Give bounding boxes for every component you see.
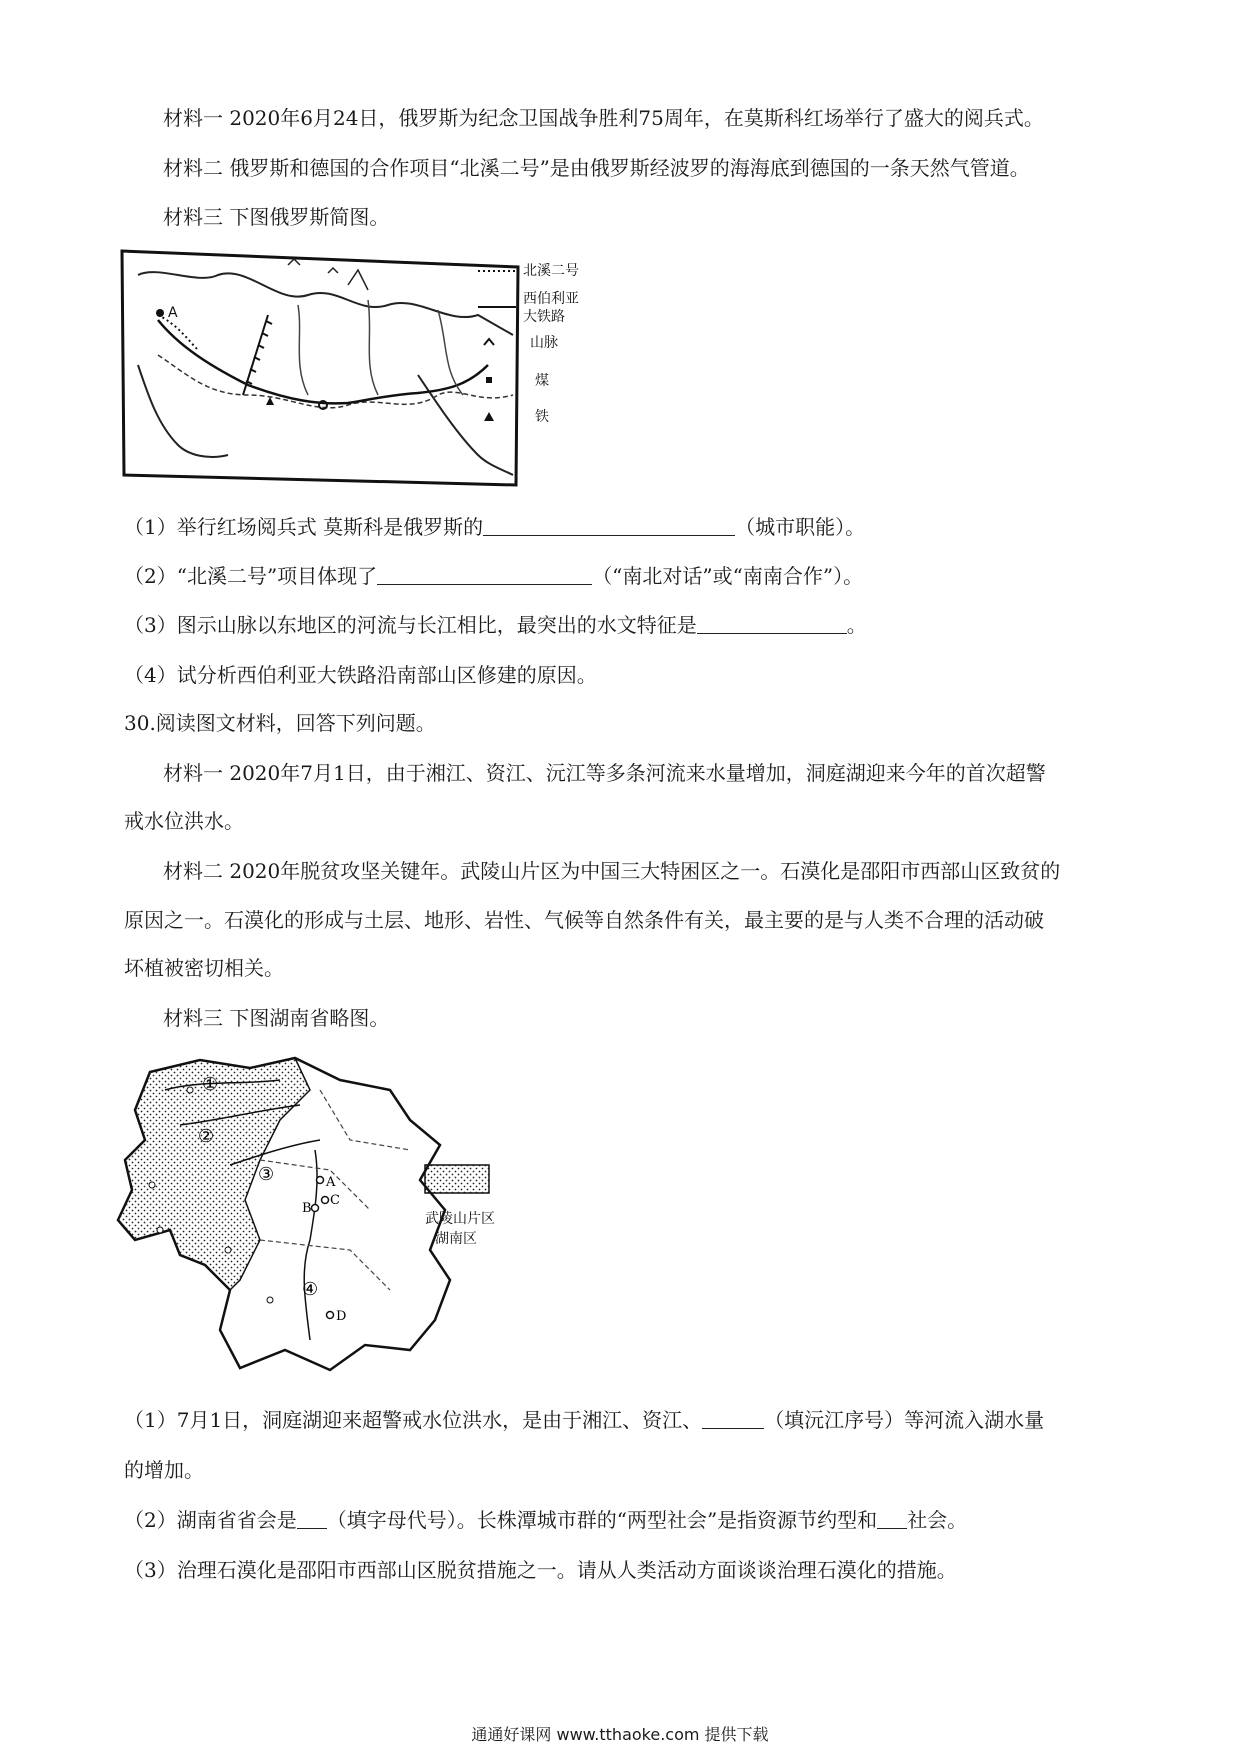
q30-sub-3: （3）治理石漠化是邵阳市西部山区脱贫措施之一。请从人类活动方面谈谈治理石漠化的措施。	[124, 1558, 957, 1582]
q30-material-2-line-2: 原因之一。石漠化的形成与土层、地形、岩性、气候等自然条件有关，最主要的是与人类不合理的活动破	[124, 908, 1044, 932]
answer-blank-1[interactable]	[483, 517, 735, 536]
legend-nord-stream: 北溪二号	[523, 263, 579, 279]
map-label-a: A	[326, 1175, 336, 1190]
legend-railway-1: 西伯利亚	[523, 291, 579, 307]
coal-icon	[486, 377, 492, 383]
q29-material-1: 材料一 2020年6月24日，俄罗斯为纪念卫国战争胜利75周年，在莫斯科红场举行了盛大的阅兵式。	[163, 106, 1044, 130]
q30-sub-1: （1）7月1日，洞庭湖迎来超警戒水位洪水，是由于湘江、资江、 （填沅江序号）等河流入湖水量	[124, 1408, 1045, 1432]
answer-blank-4[interactable]	[702, 1410, 764, 1429]
map-label-2: ②	[198, 1126, 215, 1147]
answer-blank-5[interactable]	[297, 1510, 327, 1529]
map-label-b: B	[302, 1201, 312, 1216]
legend-wuling-line-2: 湖南区	[435, 1231, 477, 1247]
q30-title: 30.阅读图文材料，回答下列问题。	[124, 711, 436, 735]
q30-material-1-line-2: 戒水位洪水。	[124, 809, 244, 833]
answer-blank-3[interactable]	[697, 615, 847, 634]
legend-mountain: 山脉	[530, 335, 558, 351]
q29-sub-3: （3）图示山脉以东地区的河流与长江相比，最突出的水文特征是 。	[124, 613, 867, 637]
wuling-swatch	[425, 1165, 489, 1193]
map-label-4: ④	[302, 1279, 319, 1300]
q30-material-2-line-1: 材料二 2020年脱贫攻坚关键年。武陵山片区为中国三大特困区之一。石漠化是邵阳市西部山区致贫的	[163, 859, 1061, 883]
q29-sub-1: （1）举行红场阅兵式 莫斯科是俄罗斯的 （城市职能）。	[124, 515, 866, 539]
russia-map	[118, 245, 658, 490]
map-label-a: A	[168, 305, 178, 321]
q29-material-2: 材料二 俄罗斯和德国的合作项目“北溪二号”是由俄罗斯经波罗的海海底到德国的一条天然气管道。	[163, 156, 1030, 180]
q29-material-3: 材料三 下图俄罗斯简图。	[163, 205, 390, 229]
legend-wuling-line-1: 武陵山片区	[425, 1211, 495, 1227]
legend-iron: 铁	[535, 409, 549, 425]
map-label-1: ①	[202, 1074, 219, 1095]
answer-blank-2[interactable]	[377, 566, 592, 585]
q30-material-1-line-1: 材料一 2020年7月1日，由于湘江、资江、沅江等多条河流来水量增加，洞庭湖迎来今年的首次超警	[163, 761, 1046, 785]
hunan-legend	[415, 1155, 525, 1265]
answer-blank-6[interactable]	[877, 1510, 907, 1529]
map-label-3: ③	[258, 1164, 275, 1185]
q30-sub-2: （2）湖南省省会是 （填字母代号）。长株潭城市群的“两型社会”是指资源节约型和 社会。	[124, 1508, 968, 1532]
q30-material-2-line-3: 坏植被密切相关。	[124, 956, 284, 980]
page-footer: 通通好课网 www.tthaoke.com 提供下载	[471, 1725, 769, 1744]
map-label-d: D	[336, 1309, 347, 1324]
legend-coal: 煤	[535, 373, 549, 389]
legend-railway-2: 大铁路	[523, 309, 565, 325]
q29-sub-2: （2）“北溪二号”项目体现了 （“南北对话”或“南南合作”）。	[124, 564, 864, 588]
map-label-c: C	[330, 1193, 340, 1208]
q29-sub-4: （4）试分析西伯利亚大铁路沿南部山区修建的原因。	[124, 663, 597, 687]
q30-sub-1-cont: 的增加。	[124, 1458, 204, 1482]
q30-material-3: 材料三 下图湖南省略图。	[163, 1006, 390, 1030]
